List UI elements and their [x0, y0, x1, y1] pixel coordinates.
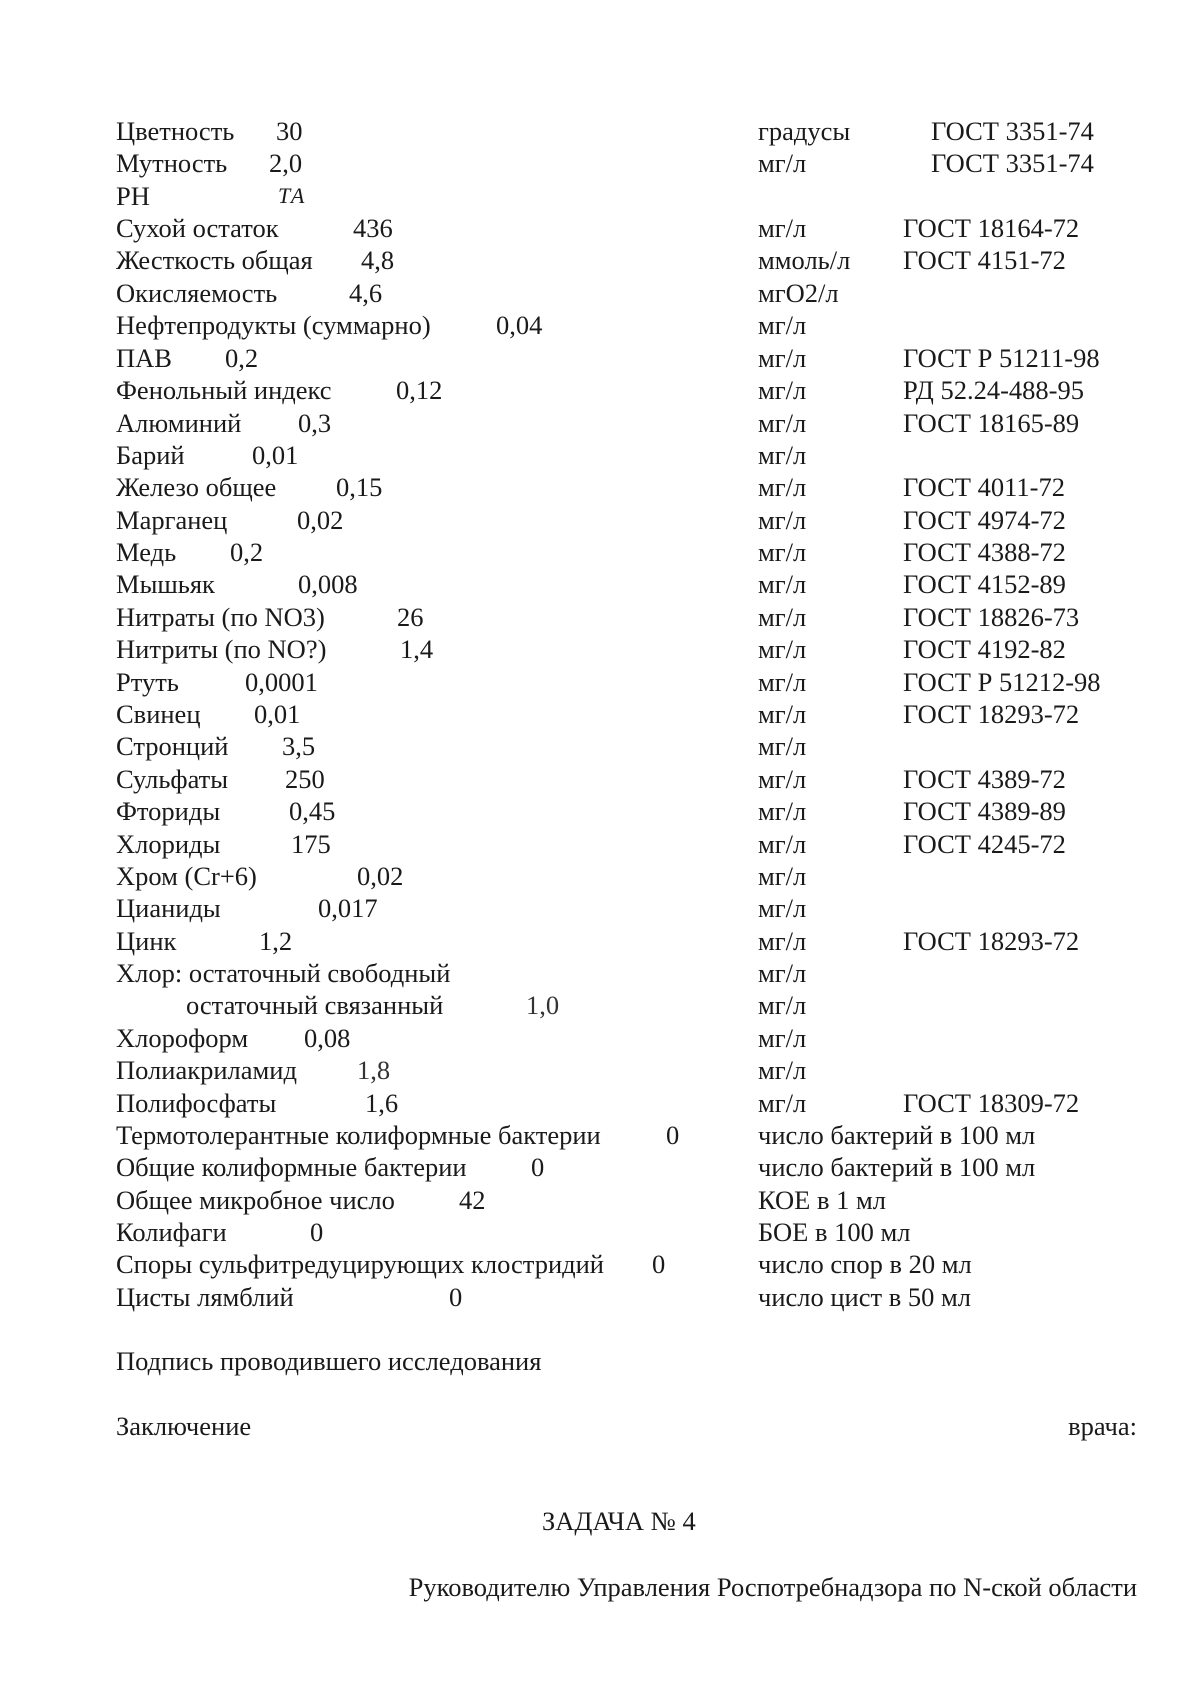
indicator-value: 0,12 [396, 375, 443, 405]
indicator-name: Сульфаты [116, 764, 229, 794]
indicator-standard: ГОСТ 18293-72 [903, 699, 1080, 729]
result-row [0, 342, 1189, 374]
indicator-unit: мг/л [758, 699, 807, 729]
indicator-standard: ГОСТ 4151-72 [903, 245, 1066, 275]
indicator-value: 250 [285, 764, 325, 794]
indicator-standard: ГОСТ 4388-72 [903, 537, 1066, 567]
indicator-standard: ГОСТ 18826-73 [903, 602, 1080, 632]
result-row [0, 730, 1189, 762]
indicator-value: 4,6 [349, 278, 383, 308]
indicator-unit: мг/л [758, 1088, 807, 1118]
indicator-unit: мг/л [758, 408, 807, 438]
indicator-value: 0,08 [304, 1023, 351, 1053]
indicator-value: 0,2 [230, 537, 264, 567]
indicator-name: Колифаги [116, 1217, 227, 1247]
indicator-value: 0,2 [225, 343, 259, 373]
indicator-value: 42 [459, 1185, 486, 1215]
indicator-unit: мг/л [758, 310, 807, 340]
indicator-unit: градусы [758, 116, 851, 146]
indicator-value: 0,01 [252, 440, 299, 470]
indicator-name: Общие колиформные бактерии [116, 1152, 467, 1182]
indicator-unit: число спор в 20 мл [758, 1249, 972, 1279]
indicator-unit: мг/л [758, 796, 807, 826]
indicator-unit: мг/л [758, 893, 807, 923]
indicator-value: 0 [531, 1152, 545, 1182]
indicator-name: остаточный связанный [186, 990, 444, 1020]
indicator-name: Алюминий [116, 408, 242, 438]
indicator-unit: мг/л [758, 764, 807, 794]
indicator-standard: ГОСТ 4011-72 [903, 472, 1065, 502]
result-row [0, 795, 1189, 827]
task-title: ЗАДАЧА № 4 [542, 1506, 696, 1536]
indicator-value: 0 [652, 1249, 666, 1279]
result-row [0, 309, 1189, 341]
indicator-name: Нитриты (по NO?) [116, 634, 327, 664]
indicator-name: Железо общее [116, 472, 277, 502]
indicator-name: Мутность [116, 148, 228, 178]
result-row [0, 763, 1189, 795]
indicator-unit: мг/л [758, 926, 807, 956]
indicator-name: Полиакриламид [116, 1055, 297, 1085]
result-row [0, 828, 1189, 860]
indicator-name: Термотолерантные колиформные бактерии [116, 1120, 601, 1150]
indicator-unit: число бактерий в 100 мл [758, 1120, 1036, 1150]
indicator-unit: мг/л [758, 472, 807, 502]
indicator-unit: мг/л [758, 1055, 807, 1085]
indicator-standard: ГОСТ 3351-74 [931, 116, 1094, 146]
indicator-value: 0,04 [496, 310, 543, 340]
indicator-value: 3,5 [282, 731, 316, 761]
indicator-unit: мг/л [758, 1023, 807, 1053]
indicator-unit: мг/л [758, 667, 807, 697]
result-row [0, 1248, 1189, 1280]
indicator-standard: ГОСТ 3351-74 [931, 148, 1094, 178]
indicator-value: 175 [291, 829, 331, 859]
conclusion-label: Заключение [116, 1411, 252, 1441]
indicator-value: 0,008 [298, 569, 358, 599]
indicator-name: Хлороформ [116, 1023, 249, 1053]
indicator-name: Нефтепродукты (суммарно) [116, 310, 431, 340]
result-row [0, 1119, 1189, 1151]
indicator-standard: ГОСТ 4389-89 [903, 796, 1066, 826]
indicator-value: 0,02 [297, 505, 344, 535]
indicator-name: Полифосфаты [116, 1088, 277, 1118]
indicator-value: 0,02 [357, 861, 404, 891]
result-row [0, 1022, 1189, 1054]
indicator-value: 0 [666, 1120, 680, 1150]
indicator-value: 1,2 [259, 926, 293, 956]
indicator-unit: мг/л [758, 634, 807, 664]
indicator-standard: ГОСТ 4192-82 [903, 634, 1066, 664]
indicator-unit: мг/л [758, 602, 807, 632]
indicator-standard: ГОСТ 18293-72 [903, 926, 1080, 956]
indicator-value: 0,15 [336, 472, 383, 502]
indicator-unit: мг/л [758, 375, 807, 405]
indicator-value: 1,0 [526, 990, 560, 1020]
indicator-unit: мг/л [758, 440, 807, 470]
indicator-value: 26 [397, 602, 424, 632]
indicator-standard: ГОСТ 18164-72 [903, 213, 1080, 243]
result-row [0, 374, 1189, 406]
result-row [0, 957, 1189, 989]
indicator-unit: мг/л [758, 505, 807, 535]
indicator-name: Свинец [116, 699, 201, 729]
indicator-standard: ГОСТ 4389-72 [903, 764, 1066, 794]
indicator-unit: мг/л [758, 148, 807, 178]
indicator-value: ТА [278, 183, 307, 208]
indicator-standard: ГОСТ 4245-72 [903, 829, 1066, 859]
result-row [0, 925, 1189, 957]
result-row [0, 504, 1189, 536]
indicator-name: Хлор: остаточный свободный [116, 958, 451, 988]
result-row [0, 892, 1189, 924]
result-row [0, 666, 1189, 698]
indicator-unit: мг/л [758, 990, 807, 1020]
indicator-name: Цисты лямблий [116, 1282, 294, 1312]
result-row [0, 212, 1189, 244]
indicator-name: Общее микробное число [116, 1185, 395, 1215]
indicator-unit: мг/л [758, 343, 807, 373]
indicator-value: 0,017 [318, 893, 378, 923]
result-row [0, 1184, 1189, 1216]
indicator-standard: ГОСТ Р 51211-98 [903, 343, 1100, 373]
result-row [0, 633, 1189, 665]
indicator-unit: БОЕ в 100 мл [758, 1217, 911, 1247]
indicator-standard: ГОСТ 4152-89 [903, 569, 1066, 599]
result-row [0, 1151, 1189, 1183]
result-row [0, 277, 1189, 309]
indicator-value: 0 [449, 1282, 463, 1312]
indicator-value: 0,01 [254, 699, 301, 729]
indicator-name: Цветность [116, 116, 235, 146]
indicator-value: 1,8 [357, 1055, 391, 1085]
indicator-name: Споры сульфитредуцирующих клостридий [116, 1249, 604, 1279]
indicator-value: 0,45 [289, 796, 336, 826]
indicator-value: 2,0 [269, 148, 303, 178]
indicator-name: Марганец [116, 505, 228, 535]
indicator-unit: мг/л [758, 861, 807, 891]
indicator-unit: мг/л [758, 213, 807, 243]
result-row [0, 1216, 1189, 1248]
indicator-unit: ммоль/л [758, 245, 851, 275]
indicator-value: 0,3 [298, 408, 332, 438]
indicator-name: ПАВ [116, 343, 172, 373]
result-row [0, 568, 1189, 600]
signature-line: Подпись проводившего исследования [116, 1346, 542, 1376]
result-row [0, 180, 1189, 212]
result-row [0, 407, 1189, 439]
indicator-name: Хлориды [116, 829, 221, 859]
indicator-name: Цинк [116, 926, 177, 956]
result-row [0, 860, 1189, 892]
indicator-value: 0 [310, 1217, 324, 1247]
result-row [0, 244, 1189, 276]
indicator-name: Стронций [116, 731, 229, 761]
indicator-name: Мышьяк [116, 569, 215, 599]
indicator-value: 4,8 [361, 245, 395, 275]
result-row [0, 115, 1189, 147]
result-row [0, 471, 1189, 503]
indicator-name: Цианиды [116, 893, 221, 923]
indicator-standard: ГОСТ 18165-89 [903, 408, 1080, 438]
result-row [0, 989, 1189, 1021]
result-row [0, 1281, 1189, 1313]
indicator-name: Жесткость общая [116, 245, 313, 275]
indicator-value: 1,6 [365, 1088, 399, 1118]
indicator-standard: РД 52.24-488-95 [903, 375, 1084, 405]
indicator-name: Хром (Cr+6) [116, 861, 257, 891]
indicator-standard: ГОСТ 18309-72 [903, 1088, 1080, 1118]
indicator-standard: ГОСТ Р 51212-98 [903, 667, 1101, 697]
result-row [0, 1054, 1189, 1086]
indicator-unit: мг/л [758, 958, 807, 988]
indicator-name: Нитраты (по NO3) [116, 602, 325, 632]
indicator-value: 0,0001 [245, 667, 318, 697]
indicator-name: Окисляемость [116, 278, 278, 308]
indicator-unit: мг/л [758, 731, 807, 761]
indicator-value: 30 [276, 116, 303, 146]
result-row [0, 601, 1189, 633]
indicator-standard: ГОСТ 4974-72 [903, 505, 1066, 535]
result-row [0, 536, 1189, 568]
indicator-unit: число цист в 50 мл [758, 1282, 971, 1312]
indicator-unit: мг/л [758, 829, 807, 859]
result-row [0, 147, 1189, 179]
indicator-name: Медь [116, 537, 177, 567]
indicator-unit: КОЕ в 1 мл [758, 1185, 886, 1215]
indicator-unit: мг/л [758, 569, 807, 599]
indicator-value: 1,4 [400, 634, 434, 664]
indicator-name: Фенольный индекс [116, 375, 332, 405]
result-row [0, 1087, 1189, 1119]
result-row [0, 439, 1189, 471]
indicator-name: Ртуть [116, 667, 179, 697]
conclusion-doctor-label: врача: [1068, 1411, 1137, 1441]
indicator-name: Фториды [116, 796, 221, 826]
indicator-unit: число бактерий в 100 мл [758, 1152, 1036, 1182]
result-row [0, 698, 1189, 730]
indicator-name: Сухой остаток [116, 213, 279, 243]
indicator-name: PH [116, 181, 150, 211]
addressee-line: Руководителю Управления Роспотребнадзора по N-ской области [408, 1572, 1137, 1602]
indicator-name: Барий [116, 440, 185, 470]
indicator-unit: мгО2/л [758, 278, 839, 308]
indicator-unit: мг/л [758, 537, 807, 567]
indicator-value: 436 [353, 213, 393, 243]
